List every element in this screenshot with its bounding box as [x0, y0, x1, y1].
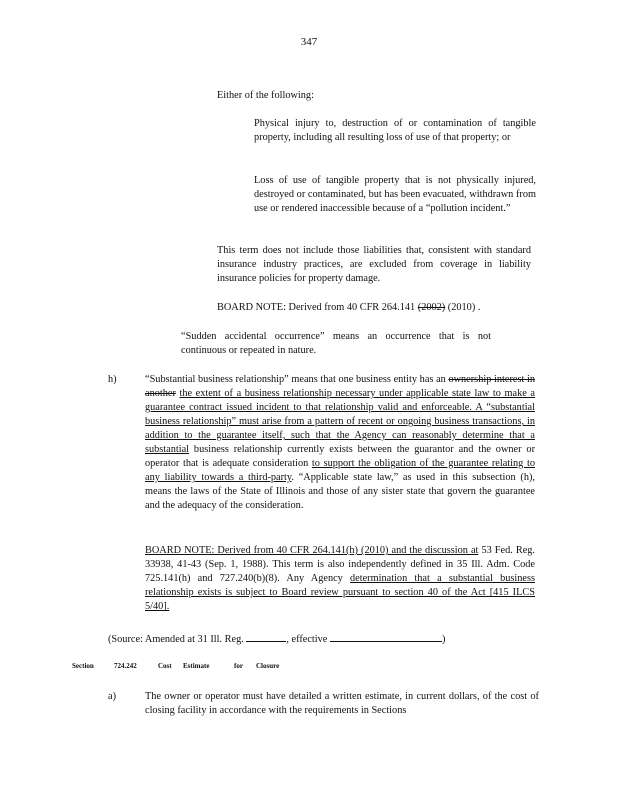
board-note-2-underlined-2: determination that a substantial business relationship exists is subject to Board review pursuant to section 40 of the Act [415 ILCS 5/40]. — [145, 573, 535, 612]
section-title-word-1: Cost — [158, 662, 172, 670]
board-note-2-underlined-1: BOARD NOTE: Derived from 40 CFR 264.141(h) (2010) and the discussion at — [145, 545, 479, 556]
board-note-1-struck-year: (2002) — [417, 302, 446, 313]
section-label: Section — [72, 662, 94, 670]
source-effective-blank — [330, 630, 442, 642]
loss-of-use-item: Loss of use of tangible property that is not physically injured, destroyed or contaminated, but has been evacuated, withdrawn from use or rendered inaccessible because of a “pollution incident.” — [254, 175, 536, 214]
h-text-plain-2: business relationship currently exists between the guarantor and the owner or operator that is adequate consideration — [145, 444, 535, 469]
board-note-1-prefix: BOARD NOTE: Derived from 40 CFR 264.141 — [217, 302, 418, 313]
source-suffix: ) — [441, 634, 446, 645]
section-title-word-4: Closure — [256, 662, 280, 670]
board-note-2-plain: 53 Fed. Reg. 33938, 41-43 (Sep. 1, 1988). This term is also independently defined in 35 Ill. Adm. Code 725.141(h) and 727.240(b)(8). Any Agency — [145, 545, 535, 584]
board-note-1-suffix: (2010) . — [445, 302, 481, 313]
board-note-1 — [217, 301, 537, 315]
source-mid: , effective — [286, 634, 330, 645]
h-text-underlined-1: the extent of a business relationship necessary under applicable state law to make a guarantee contract issued incident to that relationship valid and enforceable. A “substantial business relationship” must arise from a pattern of recent or ongoing business transactions, in addition to the guarantee itself, such that the Agency can reasonably determine that a substantial — [145, 388, 535, 455]
substantial-business-relationship-definition — [145, 373, 535, 513]
h-text-struck: ownership interest in another — [145, 374, 535, 399]
subsection-h-label: h) — [108, 374, 117, 385]
section-title-word-3: for — [234, 662, 243, 670]
section-title-word-2: Estimate — [183, 662, 210, 670]
source-register-blank — [246, 630, 286, 642]
h-text-underlined-2: to support the obligation of the guarantee relating to any liability towards a third-party — [145, 458, 535, 483]
page-number: 347 — [300, 36, 318, 48]
physical-injury-item: Physical injury to, destruction of or contamination of tangible property, including all resulting loss of use of that property; or — [254, 118, 536, 143]
source-note — [108, 630, 528, 647]
board-note-2 — [145, 544, 535, 614]
section-number: 724.242 — [114, 662, 137, 670]
source-prefix: (Source: Amended at 31 Ill. Reg. — [108, 634, 247, 645]
subsection-a-text: The owner or operator must have detailed a written estimate, in current dollars, of the cost of closing facility in accordance with the requirements in Sections — [145, 691, 539, 716]
h-text-plain-1: “Substantial business relationship” means that one business entity has an — [145, 374, 449, 385]
subsection-a-label: a) — [108, 691, 116, 702]
sudden-accidental-definition: “Sudden accidental occurrence” means an occurrence that is not continuous or repeated in nature. — [181, 331, 491, 356]
either-line: Either of the following: — [217, 90, 314, 101]
section-heading — [72, 662, 392, 674]
exclusion-paragraph: This term does not include those liabilities that, consistent with standard insurance industry practices, are excluded from coverage in liability insurance policies for property damage. — [217, 245, 531, 284]
h-text-plain-3: . “Applicable state law,” as used in this subsection (h), means the laws of the State of Illinois and those of any sister state that govern the guarantee and the adequacy of the consideration. — [145, 472, 535, 511]
